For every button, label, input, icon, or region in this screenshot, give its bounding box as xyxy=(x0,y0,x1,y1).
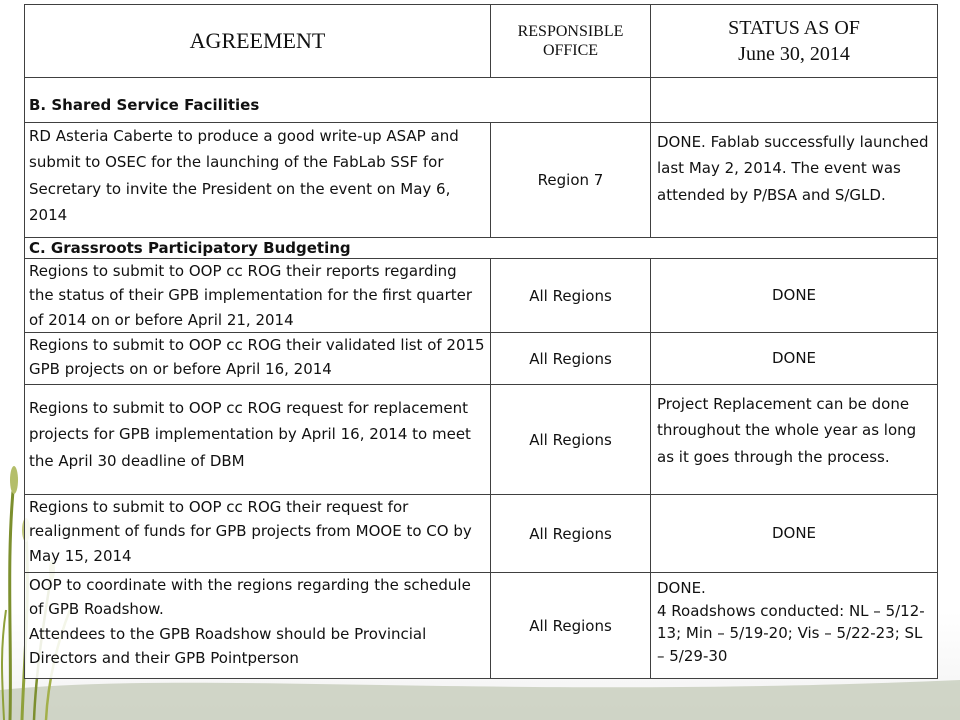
office-cell: All Regions xyxy=(491,259,651,333)
office-cell: All Regions xyxy=(491,573,651,679)
agreement-line: OOP to coordinate with the regions regarding the schedule of GPB Roadshow. xyxy=(29,576,471,619)
agreement-cell: Regions to submit to OOP cc ROG request for replacement projects for GPB implementation by April 16, 2014 to meet the April 30 deadline of DBM xyxy=(25,385,491,495)
status-cell: DONE xyxy=(651,259,938,333)
table-row xyxy=(25,495,938,573)
table-row xyxy=(25,333,938,385)
office-cell: All Regions xyxy=(491,333,651,385)
header-agreement: AGREEMENT xyxy=(25,5,491,78)
section-b-empty-cell xyxy=(651,78,938,123)
section-c-row xyxy=(25,238,938,259)
status-line: 4 Roadshows conducted: NL – 5/12-13; Min – 5/19-20; Vis – 5/22-23; SL – 5/29-30 xyxy=(657,601,925,665)
office-cell: All Regions xyxy=(491,385,651,495)
status-cell: DONE xyxy=(651,495,938,573)
status-line: DONE. xyxy=(657,579,706,597)
table-row xyxy=(25,259,938,333)
table-row xyxy=(25,385,938,495)
table-row xyxy=(25,573,938,679)
header-status-line1: STATUS AS OF xyxy=(728,17,860,39)
office-cell: All Regions xyxy=(491,495,651,573)
agreements-table xyxy=(24,4,938,679)
agreement-cell: Regions to submit to OOP cc ROG their reports regarding the status of their GPB implementation for the first quarter of 2014 on or before April 21, 2014 xyxy=(25,259,491,333)
agreement-cell: Regions to submit to OOP cc ROG their validated list of 2015 GPB projects on or before April 16, 2014 xyxy=(25,333,491,385)
section-b-title: B. Shared Service Facilities xyxy=(25,78,651,123)
header-status-date: June 30, 2014 xyxy=(738,43,850,65)
table-row xyxy=(25,123,938,238)
status-cell: Project Replacement can be done throughout the whole year as long as it goes through the process. xyxy=(651,385,938,495)
office-cell: Region 7 xyxy=(491,123,651,238)
agreement-line: Attendees to the GPB Roadshow should be Provincial Directors and their GPB Pointperson xyxy=(29,624,427,667)
agreement-cell xyxy=(25,573,491,679)
header-row xyxy=(25,5,938,78)
header-responsible-office: RESPONSIBLE OFFICE xyxy=(491,5,651,78)
status-cell: DONE. Fablab successfully launched last May 2, 2014. The event was attended by P/BSA and S/GLD. xyxy=(651,123,938,238)
status-cell: DONE xyxy=(651,333,938,385)
section-c-title: C. Grassroots Participatory Budgeting xyxy=(25,238,938,259)
agreement-cell: RD Asteria Caberte to produce a good write-up ASAP and submit to OSEC for the launching of the FabLab SSF for Secretary to invite the President on the event on May 6, 2014 xyxy=(25,123,491,238)
status-cell xyxy=(651,573,938,679)
section-b-row xyxy=(25,78,938,123)
agreement-cell: Regions to submit to OOP cc ROG their request for realignment of funds for GPB projects from MOOE to CO by May 15, 2014 xyxy=(25,495,491,573)
header-status xyxy=(651,5,938,78)
